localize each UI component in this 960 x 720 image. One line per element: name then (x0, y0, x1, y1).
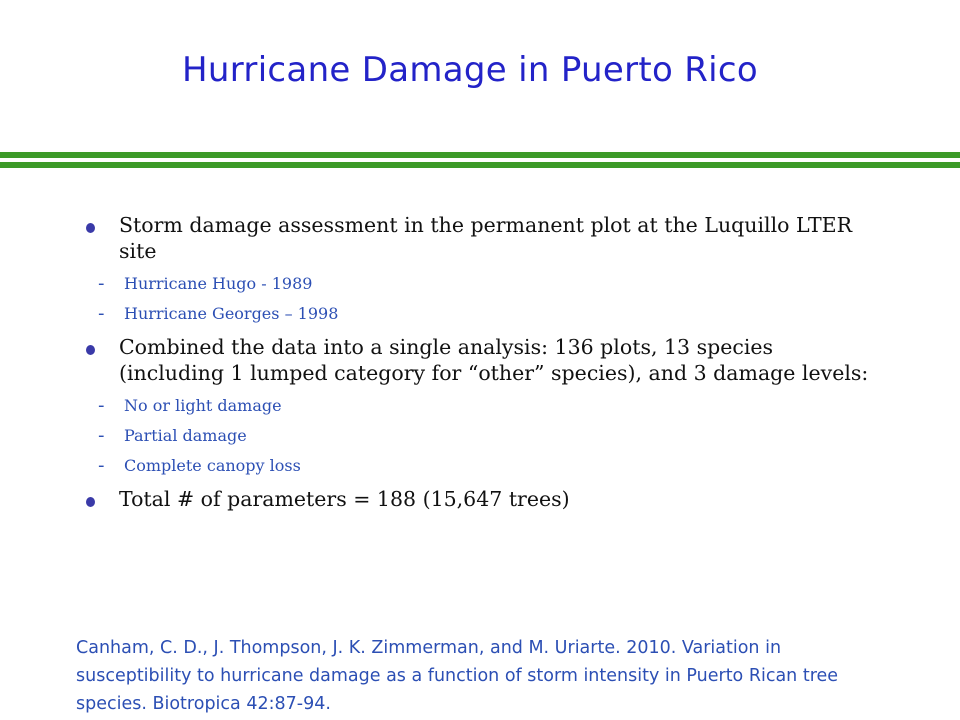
bullet-item (84, 212, 884, 264)
sub-item-text: No or light damage (124, 396, 282, 415)
sub-item (84, 456, 884, 476)
bullet-item (84, 486, 884, 512)
sub-list (84, 396, 884, 476)
sub-item-text: Complete canopy loss (124, 456, 301, 475)
dash-icon: - (98, 425, 105, 446)
slide-title: Hurricane Damage in Puerto Rico (182, 50, 758, 90)
bullet-dot-icon (86, 497, 95, 507)
sub-item-text: Partial damage (124, 426, 247, 445)
bullet-item (84, 334, 884, 386)
sub-list (84, 274, 884, 324)
dash-icon: - (98, 455, 105, 476)
sub-item-text: Hurricane Georges – 1998 (124, 304, 339, 323)
bullet-dot-icon (86, 223, 95, 233)
sub-item (84, 274, 884, 294)
dash-icon: - (98, 273, 105, 294)
bullet-text: Combined the data into a single analysis: 136 plots, 13 species (including 1 lumped category for “other” species), and 3 damage levels: (119, 335, 869, 385)
bullet-text: Total # of parameters = 188 (15,647 trees) (119, 487, 570, 511)
citation: Canham, C. D., J. Thompson, J. K. Zimmerman, and M. Uriarte. 2010. Variation in susceptibility to hurricane damage as a function of storm intensity in Puerto Rican tree species. Biotropica 42:87-94. (76, 638, 839, 714)
sub-item (84, 396, 884, 416)
title-divider-bottom (0, 162, 960, 168)
bullet-list (84, 212, 884, 516)
dash-icon: - (98, 395, 105, 416)
sub-item-text: Hurricane Hugo - 1989 (124, 274, 313, 293)
dash-icon: - (98, 303, 105, 324)
bullet-text: Storm damage assessment in the permanent plot at the Luquillo LTER site (119, 213, 853, 263)
title-divider-top (0, 152, 960, 158)
sub-item (84, 426, 884, 446)
sub-item (84, 304, 884, 324)
bullet-dot-icon (86, 345, 95, 355)
